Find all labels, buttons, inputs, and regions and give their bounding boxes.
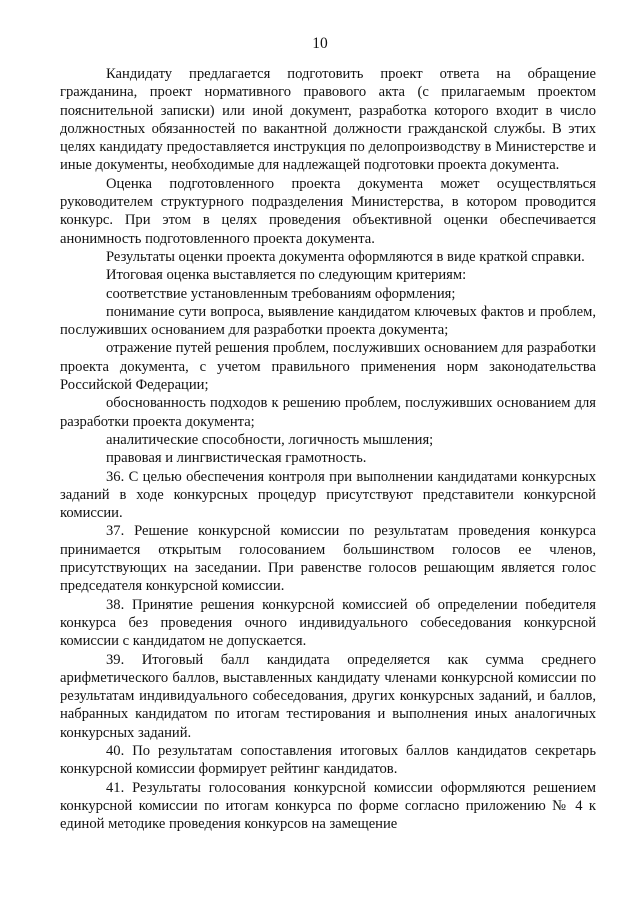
clause-40: 40. По результатам сопоставления итоговых баллов кандидатов секретарь конкурсной комиссии формирует рейтинг кандидатов. [60, 742, 596, 778]
document-body [60, 65, 596, 833]
paragraph-candidate-task: Кандидату предлагается подготовить проект ответа на обращение гражданина, проект нормативного правового акта (с прилагаемым проектом пояснительной записки) или иной документ, разработка которого входит в число должностных обязанностей по вакантной должности гражданской службы. В этих целях кандидату предоставляется инструкция по делопроизводству в Министерстве и иные документы, необходимые для надлежащей подготовки проекта документа. [60, 66, 596, 174]
paragraph-results-reference: Результаты оценки проекта документа оформляются в виде краткой справки. [106, 248, 585, 265]
clause-39: 39. Итоговый балл кандидата определяется как сумма среднего арифметического баллов, выставленных кандидату членами конкурсной комиссии по результатам индивидуального собеседования, других конкурсных заданий, и баллов, набранных кандидатом по итогам тестирования и выполнения иных аналогичных конкурсных заданий. [60, 651, 596, 741]
clause-38: 38. Принятие решения конкурсной комиссией об определении победителя конкурса без проведения очного индивидуального собеседования конкурсной комиссии с кандидатом не допускается. [60, 596, 596, 650]
clause-41: 41. Результаты голосования конкурсной комиссии оформляются решением конкурсной комиссии по итогам конкурса по форме согласно приложению № 4 к единой методике проведения конкурсов на замещение [60, 779, 596, 833]
paragraph-evaluation-by-head: Оценка подготовленного проекта документа может осуществляться руководителем структурного подразделения Министерства, в котором проводится конкурс. При этом в целях проведения объективной оценки обеспечивается анонимность подготовленного проекта документа. [60, 175, 596, 247]
criterion-justification: обоснованность подходов к решению проблем, послуживших основанием для разработки проекта документа; [60, 395, 596, 430]
clause-37: 37. Решение конкурсной комиссии по результатам проведения конкурса принимается открытым голосованием большинством голосов ее членов, присутствующих на заседании. При равенстве голосов решающим является голос председателя конкурсной комиссии. [60, 523, 596, 595]
criterion-analytical: аналитические способности, логичность мышления; [106, 431, 434, 448]
page-number: 10 [312, 35, 328, 52]
clause-36: 36. С целью обеспечения контроля при выполнении кандидатами конкурсных заданий в ходе конкурсных процедур присутствуют представители конкурсной комиссии. [60, 468, 596, 522]
criterion-understanding: понимание сути вопроса, выявление кандидатом ключевых фактов и проблем, послуживших основанием для разработки проекта документа; [60, 303, 596, 339]
criterion-formatting: соответствие установленным требованиям оформления; [106, 285, 456, 302]
criterion-solutions: отражение путей решения проблем, послуживших основанием для разработки проекта документа, с учетом правильного применения норм законодательства Российской Федерации; [60, 340, 596, 394]
criterion-literacy: правовая и лингвистическая грамотность. [106, 450, 367, 467]
paragraph-criteria-intro: Итоговая оценка выставляется по следующим критериям: [106, 267, 467, 284]
